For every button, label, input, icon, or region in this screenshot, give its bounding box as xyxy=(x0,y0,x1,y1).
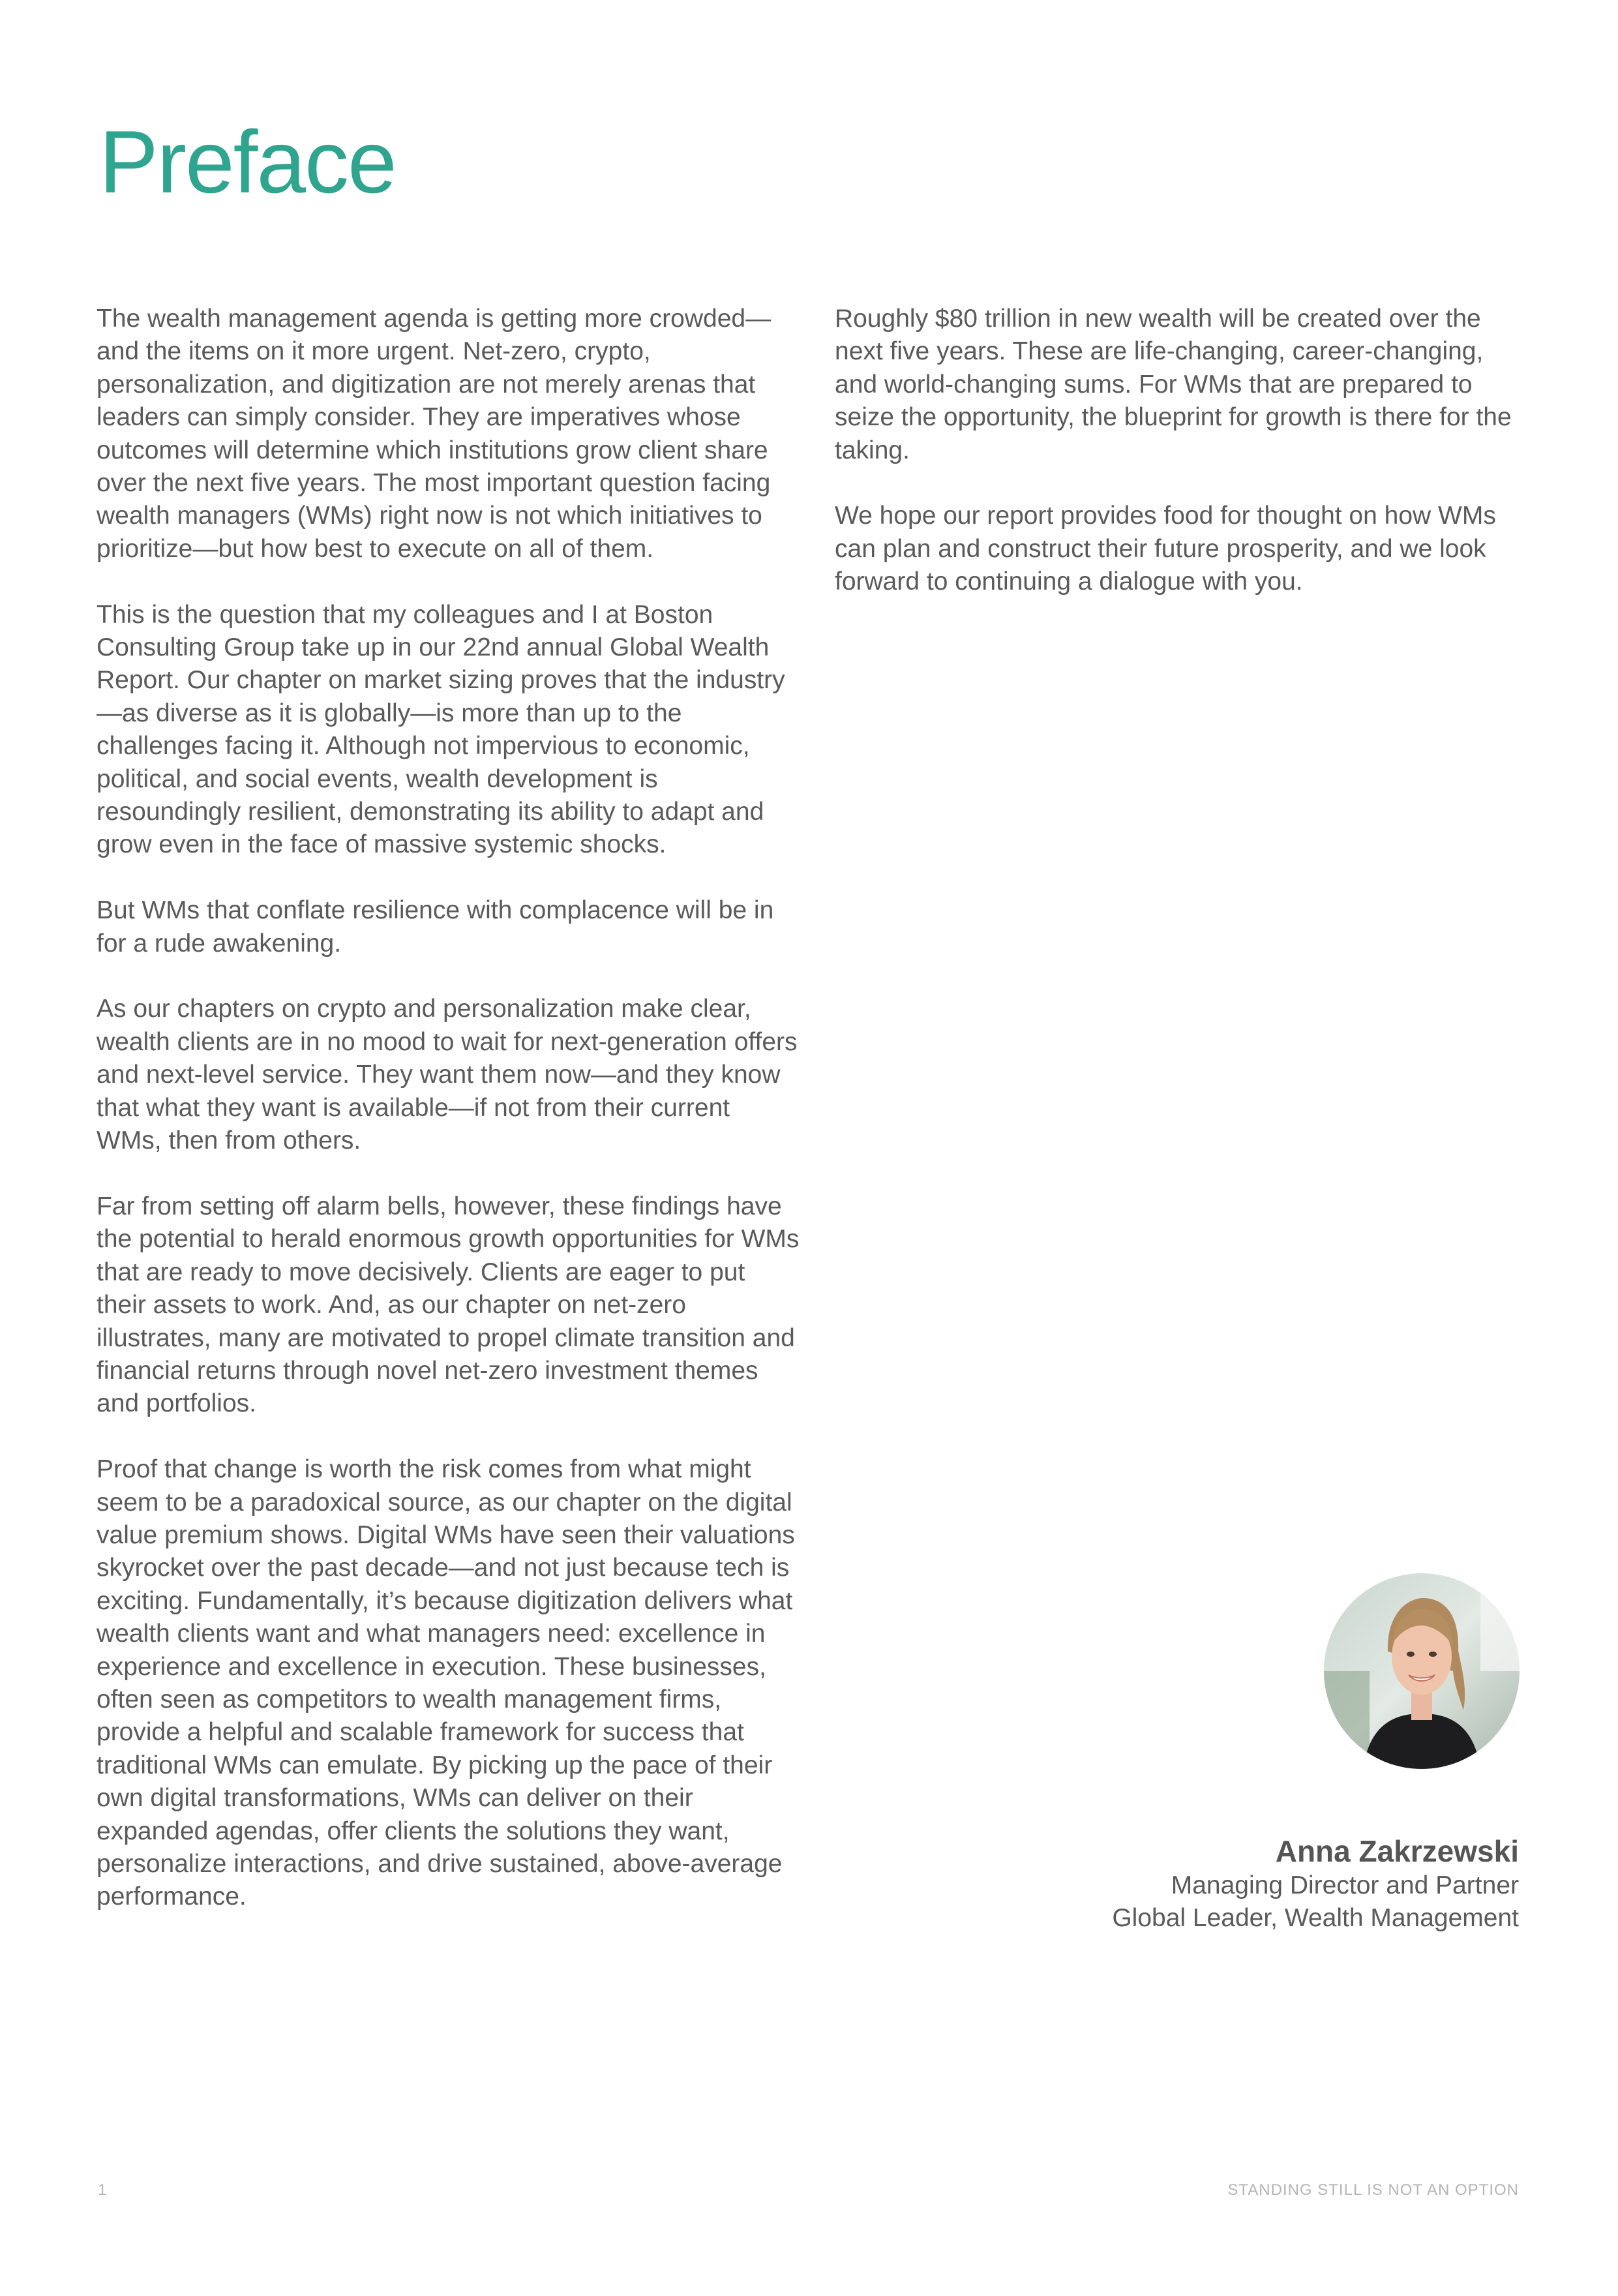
left-text-column xyxy=(97,303,801,1946)
paragraph: Roughly $80 trillion in new wealth will be created over the next five years. These are life-changing, career-changing, and world-changing sums. For WMs that are prepared to seize the opportunity, the blueprint for growth is there for the taking. xyxy=(835,305,1512,464)
author-portrait xyxy=(1324,1573,1520,1769)
portrait-illustration xyxy=(1324,1573,1520,1769)
author-title: Global Leader, Wealth Management xyxy=(1112,1904,1519,1932)
page-title: Preface xyxy=(99,112,396,211)
paragraph: The wealth management agenda is getting more crowded—and the items on it more urgent. Net-zero, crypto, personalization, and digitization are not merely arenas that leaders can simply consider. They are imperatives whose outcomes will determine which institutions grow client share over the next five years. The most important question facing wealth managers (WMs) right now is not which initiatives to prioritize—but how best to execute on all of them. xyxy=(97,305,772,563)
paragraph: Proof that change is worth the risk comes from what might seem to be a paradoxical source, as our chapter on the digital value premium shows. Digital WMs have seen their valuations skyrocket over the past decade—and not just because tech is exciting. Fundamentally, it’s because digitization delivers what wealth clients want and what managers need: excellence in experience and excellence in execution. These businesses, often seen as competitors to wealth management firms, provide a helpful and scalable framework for success that traditional WMs can emulate. By picking up the pace of their own digital transformations, WMs can deliver on their expanded agendas, offer clients the solutions they want, personalize interactions, and drive sustained, above-average performance. xyxy=(97,1455,795,1911)
author-role: Managing Director and Partner xyxy=(1171,1871,1519,1899)
page-number: 1 xyxy=(98,2181,107,2199)
paragraph: This is the question that my colleagues and I at Boston Consulting Group take up in our 22nd annual Global Wealth Report. Our chapter on market sizing proves that the industry—as diverse as it is globally—is more than up to the challenges facing it. Although not impervious to economic, political, and social events, wealth development is resoundingly resilient, demonstrating its ability to adapt and grow even in the face of massive systemic shocks. xyxy=(97,600,785,859)
paragraph: We hope our report provides food for thought on how WMs can plan and construct their future prosperity, and we look forward to continuing a dialogue with you. xyxy=(835,502,1496,596)
footer-report-title: STANDING STILL IS NOT AN OPTION xyxy=(1227,2181,1519,2199)
paragraph: But WMs that conflate resilience with complacence will be in for a rude awakening. xyxy=(97,896,774,958)
author-name: Anna Zakrzewski xyxy=(1275,1834,1519,1868)
author-signature xyxy=(1112,1833,1519,1935)
paragraph: As our chapters on crypto and personalization make clear, wealth clients are in no mood to wait for next-generation offers and next-level service. They want them now—and they know that what they want is available—if not from their current WMs, then from others. xyxy=(97,995,798,1155)
right-text-column xyxy=(835,303,1526,631)
paragraph: Far from setting off alarm bells, however, these findings have the potential to herald enormous growth opportunities for WMs that are ready to move decisively. Clients are eager to put their assets to work. And, as our chapter on net-zero illustrates, many are motivated to propel climate transition and financial returns through novel net-zero investment themes and portfolios. xyxy=(97,1192,800,1418)
